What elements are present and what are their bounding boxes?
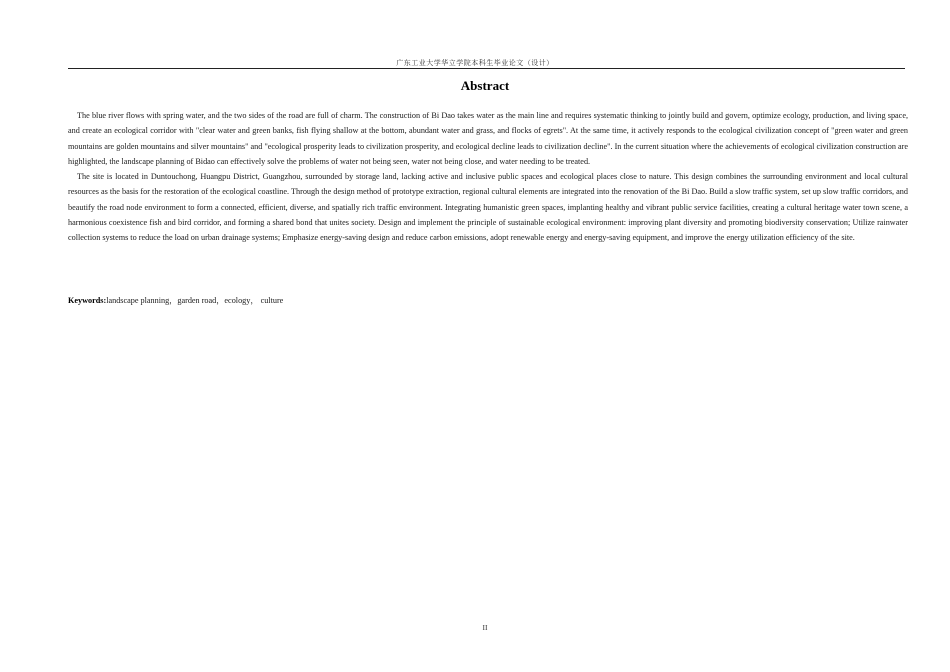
page-number: II <box>482 623 488 632</box>
running-header: 广东工业大学华立学院本科生毕业论文（设计） <box>396 59 554 67</box>
keywords-line <box>68 295 908 307</box>
abstract-paragraph-1: The blue river flows with spring water, and the two sides of the road are full of charm. The construction of Bi Dao takes water as the main line and requires systematic thinking to jointly build and govern, optimize ecology, production, and living space, and create an ecological corridor with "clear water and green banks, fish flying shallow at the bottom, abundant water and grass, and flocks of egrets". At the same time, it actively responds to the ecological civilization concept of "green water and green mountains are golden mountains and silver mountains" and "ecological prosperity leads to civilization prosperity, and ecological decline leads to civilization decline". In the current situation where the achievements of ecological civilization construction are highlighted, the landscape planning of Bidao can effectively solve the problems of water not being seen, water not being close, and water needing to be treated. <box>68 111 908 166</box>
abstract-body <box>68 108 908 246</box>
keywords-text: landscape planning，garden road，ecology， culture <box>106 296 284 305</box>
abstract-title: Abstract <box>460 78 510 93</box>
abstract-paragraph-2: The site is located in Duntouchong, Huangpu District, Guangzhou, surrounded by storage land, lacking active and inclusive public spaces and ecological places close to nature. This design combines the surrounding environment and local cultural resources as the basis for the restoration of the ecological coastline. Through the design method of prototype extraction, regional cultural elements are integrated into the renovation of the Bi Dao. Build a slow traffic system, set up slow traffic corridors, and beautify the road node environment to form a connected, efficient, diverse, and spatially rich traffic environment. Integrating humanistic green spaces, implanting healthy and vibrant public service facilities, creating a cultural heritage water town scene, a harmonious coexistence fish and bird corridor, and forming a shared bond that unites society. Design and implement the principle of sustainable ecological environment: improving plant diversity and promoting biodiversity conservation; Utilize rainwater collection systems to reduce the load on urban drainage systems; Emphasize energy-saving design and reduce carbon emissions, adopt renewable energy and energy-saving equipment, and improve the energy utilization efficiency of the site. <box>68 172 908 243</box>
header-rule <box>68 68 905 69</box>
keywords-label: Keywords: <box>68 296 107 305</box>
